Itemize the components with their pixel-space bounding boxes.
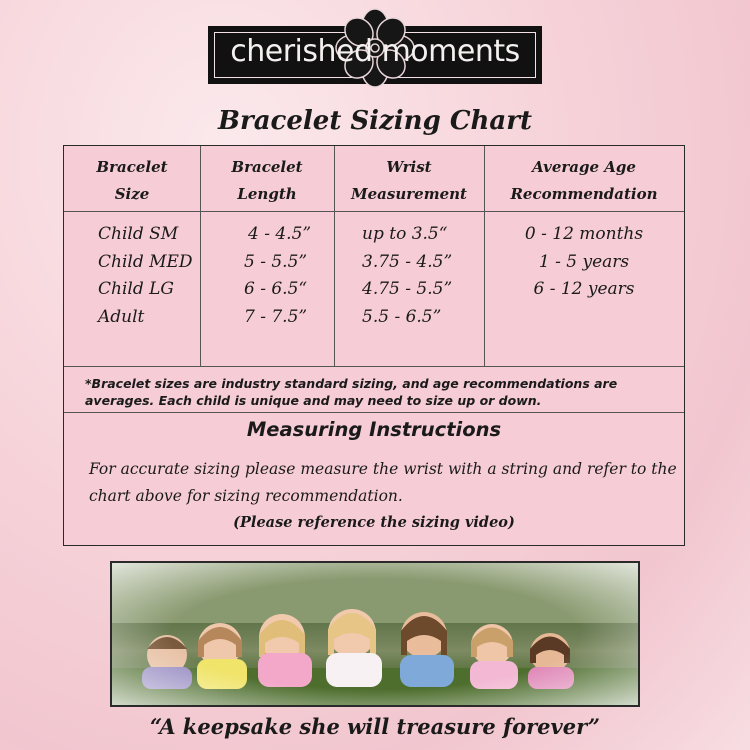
instructions-title: Measuring Instructions — [246, 418, 502, 441]
children-photo — [110, 561, 640, 707]
wrist-cell: 4.75 - 5.5” — [362, 279, 453, 299]
age-column — [484, 221, 684, 304]
size-cell: Child SM — [98, 224, 179, 244]
photo-vignette — [112, 563, 638, 705]
length-column — [244, 221, 311, 331]
wrist-column — [362, 221, 452, 331]
wrist-cell: 3.75 - 4.5” — [362, 251, 453, 272]
logo-text: cherished moments — [230, 34, 520, 69]
size-cell: Adult — [98, 306, 145, 327]
header-average-age: Average Age Recommendation — [510, 158, 658, 203]
instructions-text: For accurate sizing please measure the wrist with a string and refer to the chart above for sizing recommendation. — [89, 460, 677, 505]
size-cell: Child LG — [98, 279, 174, 299]
sizing-chart-table — [63, 145, 685, 546]
sizing-note: *Bracelet sizes are industry standard sizing, and age recommendations are averages. Each child is unique and may need to size up or down. — [85, 376, 618, 408]
age-cell: 1 - 5 years — [538, 251, 630, 272]
length-cell: 6 - 6.5“ — [244, 279, 308, 299]
age-cell: 6 - 12 years — [533, 279, 635, 299]
length-cell: 4 - 4.5” — [248, 224, 312, 244]
age-cell: 0 - 12 months — [524, 224, 644, 244]
note-divider — [64, 412, 684, 413]
table-bottom-divider — [64, 366, 684, 367]
size-cell: Child MED — [98, 251, 193, 272]
header-bracelet-length: Bracelet Length — [231, 158, 303, 203]
video-reference: (Please reference the sizing video) — [233, 514, 515, 531]
length-cell: 5 - 5.5” — [244, 251, 308, 272]
tagline-quote: “A keepsake she will treasure forever” — [150, 714, 600, 739]
brand-logo — [208, 20, 542, 86]
wrist-cell: up to 3.5“ — [362, 224, 448, 244]
length-cell: 7 - 7.5” — [244, 306, 308, 327]
size-column — [98, 221, 193, 331]
header-wrist-measurement: Wrist Measurement — [351, 158, 467, 203]
page-title: Bracelet Sizing Chart — [218, 106, 532, 136]
wrist-cell: 5.5 - 6.5” — [362, 306, 442, 327]
header-bracelet-size: Bracelet Size — [96, 158, 168, 203]
header-divider — [64, 211, 684, 212]
